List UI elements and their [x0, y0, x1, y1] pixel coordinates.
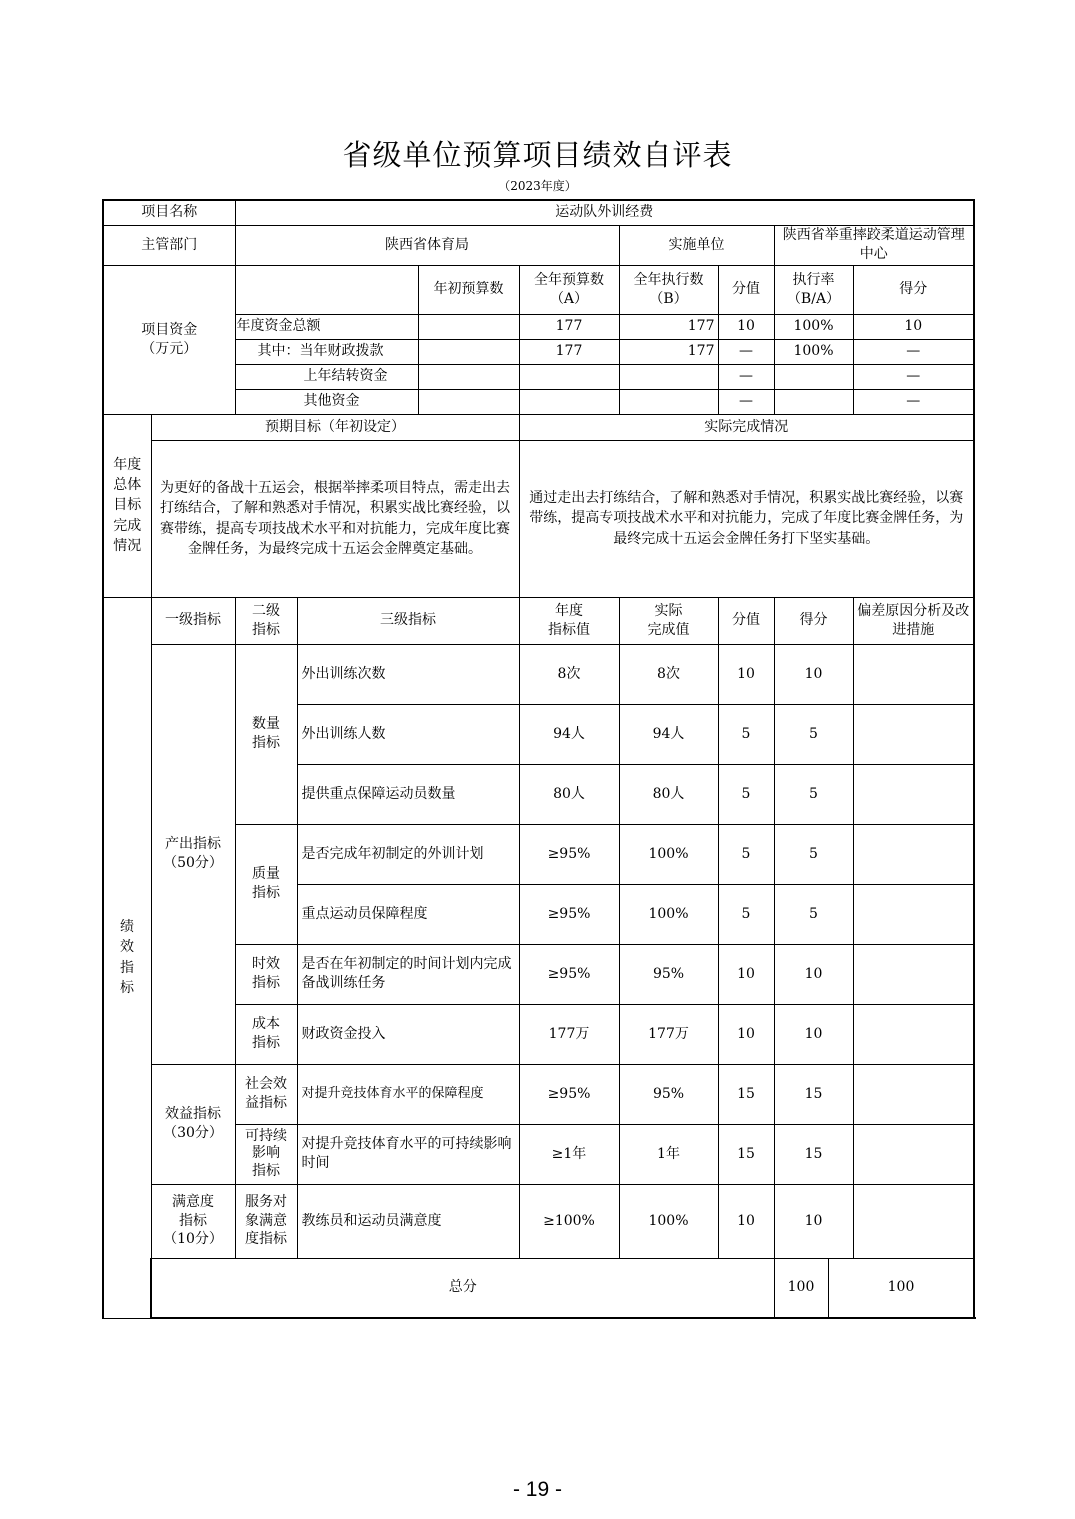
actual-goal-header: 实际完成情况 [519, 414, 974, 440]
indicators-label: 绩 效 指 标 [103, 597, 151, 1318]
level2-cost: 成本 指标 [235, 1004, 297, 1064]
indicator-target: ≥95% [519, 884, 619, 944]
funds-row-executed: 177 [619, 314, 718, 339]
indicator-header-target: 年度 指标值 [519, 597, 619, 644]
total-score-value: 100 [774, 1258, 828, 1318]
indicator-actual: 95% [619, 944, 718, 1004]
project-name-value: 运动队外训经费 [235, 200, 974, 225]
indicators-header-row [103, 597, 974, 644]
indicator-header-actual: 实际 完成值 [619, 597, 718, 644]
indicator-row [103, 1184, 974, 1258]
funds-row-initial [418, 314, 519, 339]
funds-row-score-value: 10 [718, 314, 774, 339]
indicator-deviation [853, 1184, 974, 1258]
goals-content-row [103, 440, 974, 597]
indicator-header-level2: 二级 指标 [235, 597, 297, 644]
indicator-header-score: 得分 [774, 597, 853, 644]
funds-row-score: — [853, 364, 974, 389]
indicator-target: ≥95% [519, 944, 619, 1004]
level3-name: 教练员和运动员满意度 [297, 1184, 519, 1258]
indicator-row [103, 1064, 974, 1124]
indicator-score-value: 10 [718, 644, 774, 704]
level3-name: 对提升竞技体育水平的可持续影响时间 [297, 1124, 519, 1184]
indicator-actual: 1年 [619, 1124, 718, 1184]
level3-name: 对提升竞技体育水平的保障程度 [297, 1064, 519, 1124]
goals-label: 年度 总体 目标 完成 情况 [103, 414, 151, 597]
indicator-score: 5 [774, 824, 853, 884]
year-subtitle: （2023年度） [498, 179, 577, 193]
funds-row-score-value: — [718, 339, 774, 364]
level2-social-benefit: 社会效 益指标 [235, 1064, 297, 1124]
indicator-score-value: 10 [718, 1184, 774, 1258]
indicator-score-value: 5 [718, 764, 774, 824]
department-value: 陕西省体育局 [235, 225, 619, 265]
funds-row-rate: 100% [774, 314, 853, 339]
funds-row-executed [619, 389, 718, 414]
indicator-deviation [853, 824, 974, 884]
total-label: 总分 [151, 1258, 774, 1318]
total-score: 100 [828, 1258, 974, 1318]
funds-row-name: 年度资金总额 [235, 314, 418, 339]
funds-row-score: 10 [853, 314, 974, 339]
funds-header-score: 得分 [853, 265, 974, 314]
indicator-score-value: 15 [718, 1124, 774, 1184]
goals-header-row [103, 414, 974, 440]
funds-row-budget: 177 [519, 339, 619, 364]
funds-row-initial [418, 339, 519, 364]
funds-header-initial: 年初预算数 [418, 265, 519, 314]
level3-name: 外出训练次数 [297, 644, 519, 704]
level2-quality: 质量 指标 [235, 824, 297, 944]
indicator-score: 15 [774, 1124, 853, 1184]
funds-row-name: 其中：当年财政拨款 [235, 339, 418, 364]
indicator-score: 10 [774, 1184, 853, 1258]
actual-goal-text: 通过走出去打练结合，了解和熟悉对手情况，积累实战比赛经验，以赛带练，提高专项技战术水平和对抗能力，完成了年度比赛金牌任务，为最终完成十五运会金牌任务打下坚实基础。 [519, 440, 974, 597]
indicator-deviation [853, 1124, 974, 1184]
indicator-deviation [853, 1064, 974, 1124]
indicator-actual: 94人 [619, 704, 718, 764]
indicator-target: 94人 [519, 704, 619, 764]
indicator-score: 5 [774, 704, 853, 764]
department-row [103, 225, 974, 265]
indicator-header-deviation: 偏差原因分析及改 进措施 [853, 597, 974, 644]
funds-row-budget: 177 [519, 314, 619, 339]
indicator-deviation [853, 884, 974, 944]
funds-row-executed [619, 364, 718, 389]
indicator-target: 177万 [519, 1004, 619, 1064]
indicator-actual: 100% [619, 1184, 718, 1258]
indicator-actual: 177万 [619, 1004, 718, 1064]
funds-row-score: — [853, 389, 974, 414]
level3-name: 财政资金投入 [297, 1004, 519, 1064]
funds-label: 项目资金 （万元） [103, 265, 235, 414]
level1-benefit: 效益指标 （30分） [151, 1064, 235, 1184]
indicator-score-value: 10 [718, 944, 774, 1004]
indicator-score: 5 [774, 884, 853, 944]
funds-row-initial [418, 364, 519, 389]
funds-row-name: 其他资金 [235, 389, 418, 414]
indicator-target: ≥95% [519, 1064, 619, 1124]
indicator-actual: 80人 [619, 764, 718, 824]
funds-row-budget [519, 389, 619, 414]
indicator-score-value: 5 [718, 824, 774, 884]
funds-header-rate: 执行率 （B/A） [774, 265, 853, 314]
level2-quantity: 数量 指标 [235, 644, 297, 824]
project-name-row [103, 200, 974, 225]
indicator-deviation [853, 1004, 974, 1064]
expected-goal-header: 预期目标（年初设定） [151, 414, 519, 440]
indicator-score: 15 [774, 1064, 853, 1124]
indicator-target: 80人 [519, 764, 619, 824]
indicator-score: 10 [774, 644, 853, 704]
level3-name: 提供重点保障运动员数量 [297, 764, 519, 824]
level2-sustainable-impact: 可持续 影响 指标 [235, 1124, 297, 1184]
page-number: - 19 - [512, 1478, 562, 1501]
implementing-unit-value: 陕西省举重摔跤柔道运动管理中心 [774, 225, 974, 265]
indicator-header-level1: 一级指标 [151, 597, 235, 644]
indicator-row [103, 644, 974, 704]
expected-goal-text: 为更好的备战十五运会，根据举摔柔项目特点，需走出去打练结合，了解和熟悉对手情况，积累实战比赛经验，以赛带练，提高专项技战术水平和对抗能力，完成年度比赛金牌任务，为最终完成十五运会金牌奠定基础。 [151, 440, 519, 597]
funds-row-score: — [853, 339, 974, 364]
indicator-deviation [853, 944, 974, 1004]
page-title: 省级单位预算项目绩效自评表 [342, 138, 733, 172]
funds-row-initial [418, 389, 519, 414]
indicator-actual: 100% [619, 884, 718, 944]
indicator-actual: 95% [619, 1064, 718, 1124]
indicator-score-value: 15 [718, 1064, 774, 1124]
level2-service-satisfaction: 服务对 象满意 度指标 [235, 1184, 297, 1258]
project-name-label: 项目名称 [103, 200, 235, 225]
department-label: 主管部门 [103, 225, 235, 265]
indicator-target: ≥100% [519, 1184, 619, 1258]
indicator-target: 8次 [519, 644, 619, 704]
indicator-target: ≥1年 [519, 1124, 619, 1184]
indicator-score-value: 10 [718, 1004, 774, 1064]
funds-header-row [103, 265, 974, 314]
indicator-actual: 8次 [619, 644, 718, 704]
indicator-score: 5 [774, 764, 853, 824]
funds-row-score-value: — [718, 364, 774, 389]
indicator-score-value: 5 [718, 704, 774, 764]
level3-name: 是否在年初制定的时间计划内完成备战训练任务 [297, 944, 519, 1004]
level3-name: 是否完成年初制定的外训计划 [297, 824, 519, 884]
level3-name: 外出训练人数 [297, 704, 519, 764]
evaluation-table [102, 199, 975, 1319]
level2-timeliness: 时效 指标 [235, 944, 297, 1004]
total-row [103, 1258, 974, 1318]
funds-header-executed: 全年执行数 （B） [619, 265, 718, 314]
funds-header-blank [235, 265, 418, 314]
implementing-unit-label: 实施单位 [619, 225, 774, 265]
indicator-deviation [853, 764, 974, 824]
indicator-score: 10 [774, 1004, 853, 1064]
indicator-actual: 100% [619, 824, 718, 884]
indicator-score-value: 5 [718, 884, 774, 944]
funds-header-score-value: 分值 [718, 265, 774, 314]
funds-row-rate: 100% [774, 339, 853, 364]
indicator-score: 10 [774, 944, 853, 1004]
indicator-header-level3: 三级指标 [297, 597, 519, 644]
funds-row-executed: 177 [619, 339, 718, 364]
funds-row-budget [519, 364, 619, 389]
funds-row-name: 上年结转资金 [235, 364, 418, 389]
indicator-deviation [853, 644, 974, 704]
funds-row-rate [774, 364, 853, 389]
indicator-target: ≥95% [519, 824, 619, 884]
level1-satisfaction: 满意度 指标 （10分） [151, 1184, 235, 1258]
level1-output: 产出指标 （50分） [151, 644, 235, 1064]
funds-row-score-value: — [718, 389, 774, 414]
indicator-header-score-value: 分值 [718, 597, 774, 644]
funds-header-budget: 全年预算数 （A） [519, 265, 619, 314]
level3-name: 重点运动员保障程度 [297, 884, 519, 944]
indicator-deviation [853, 704, 974, 764]
funds-row-rate [774, 389, 853, 414]
